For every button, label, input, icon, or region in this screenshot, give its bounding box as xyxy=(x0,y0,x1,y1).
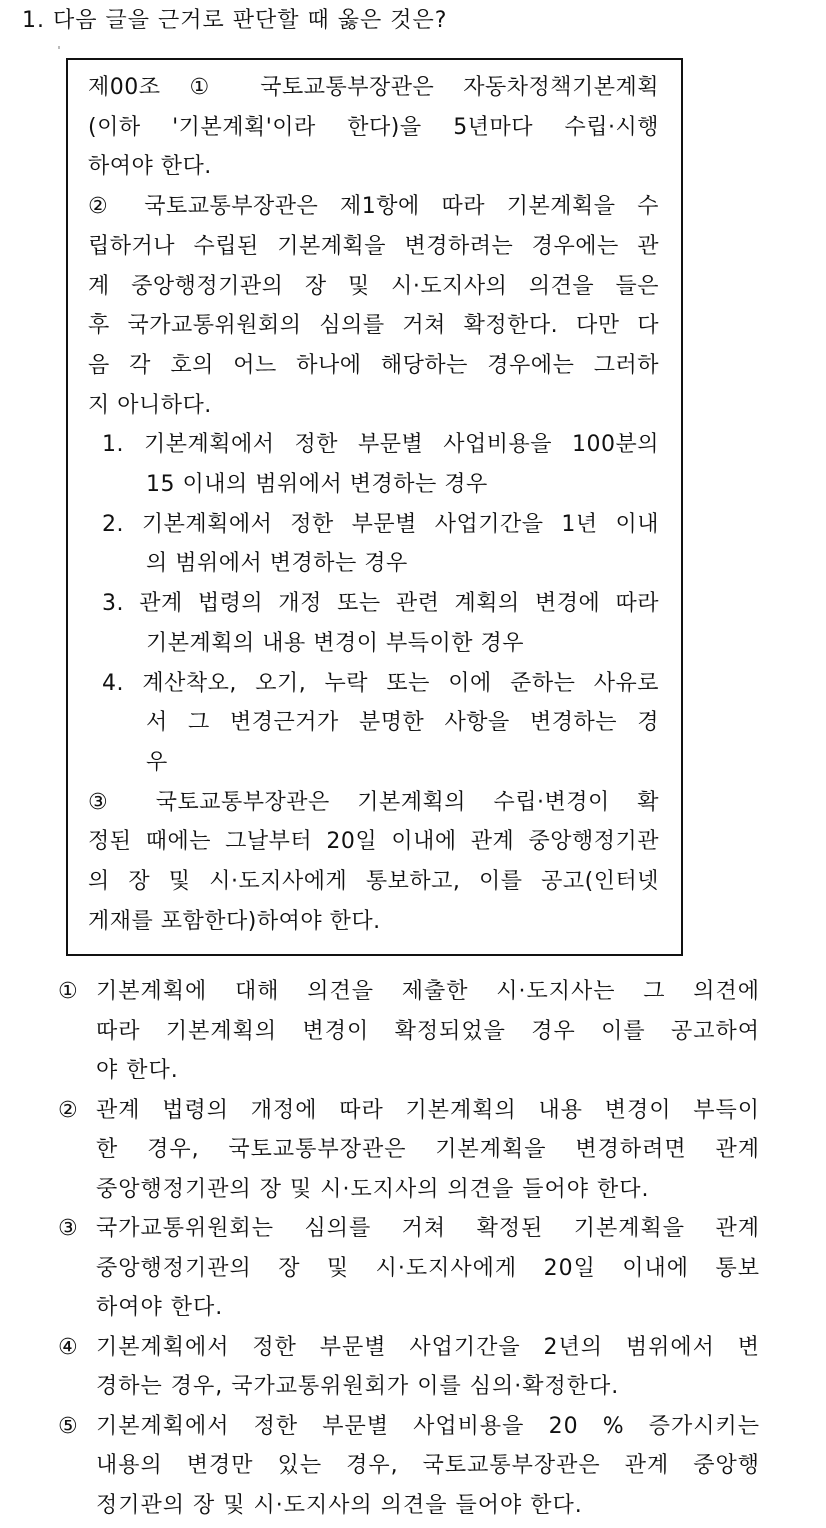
option-text: 한 경우, 국토교통부장관은 기본계획을 변경하려면 관계 xyxy=(96,1137,760,1162)
option-text: 경하는 경우, 국가교통위원회가 이를 심의·확정한다. xyxy=(96,1374,620,1399)
option-number: ⑤ xyxy=(58,1413,79,1439)
option-5[interactable] xyxy=(58,1407,760,1526)
option-4[interactable] xyxy=(58,1328,760,1407)
law-item-line: 의 범위에서 변경하는 경우 xyxy=(146,551,408,577)
option-text: 야 한다. xyxy=(96,1058,179,1083)
law-line: 지 아니하다. xyxy=(88,392,212,418)
law-item-line: 15 이내의 범위에서 변경하는 경우 xyxy=(146,472,488,498)
law-line: 음 각 호의 어느 하나에 해당하는 경우에는 그러하 xyxy=(88,352,659,378)
option-number: ② xyxy=(58,1097,79,1123)
law-item-line: 서 그 변경근거가 분명한 사항을 변경하는 경 xyxy=(146,710,659,736)
answer-options xyxy=(58,972,760,1525)
law-item-line: 2. 기본계획에서 정한 부문별 사업기간을 1년 이내 xyxy=(102,511,659,537)
law-item-line: 3. 관계 법령의 개정 또는 관련 계획의 변경에 따라 xyxy=(102,591,659,617)
option-3[interactable] xyxy=(58,1209,760,1328)
option-text: 중앙행정기관의 장 및 시·도지사의 의견을 들어야 한다. xyxy=(96,1176,650,1202)
law-line: 게재를 포함한다)하여야 한다. xyxy=(88,908,381,934)
option-number: ① xyxy=(58,979,79,1004)
option-text: 기본계획에서 정한 부문별 사업기간을 2년의 범위에서 변 xyxy=(96,1334,760,1360)
option-text: 국가교통위원회는 심의를 거쳐 확정된 기본계획을 관계 xyxy=(96,1216,760,1241)
law-item-line: 기본계획의 내용 변경이 부득이한 경우 xyxy=(146,630,525,656)
law-line: 후 국가교통위원회의 심의를 거쳐 확정한다. 다만 다 xyxy=(88,313,659,339)
law-line: (이하 '기본계획'이라 한다)을 5년마다 수립·시행 xyxy=(88,114,659,140)
law-line: 립하거나 수립된 기본계획을 변경하려는 경우에는 관 xyxy=(88,233,659,259)
law-line: 의 장 및 시·도지사에게 통보하고, 이를 공고(인터넷 xyxy=(88,869,659,895)
law-line: 계 중앙행정기관의 장 및 시·도지사의 의견을 들은 xyxy=(88,273,659,299)
option-text: 기본계획에 대해 의견을 제출한 시·도지사는 그 의견에 xyxy=(96,979,760,1004)
option-1[interactable] xyxy=(58,972,760,1091)
law-item-line: 4. 계산착오, 오기, 누락 또는 이에 준하는 사유로 xyxy=(102,670,659,696)
option-2[interactable] xyxy=(58,1091,760,1210)
law-line: 정된 때에는 그날부터 20일 이내에 관계 중앙행정기관 xyxy=(88,829,659,855)
option-text: 중앙행정기관의 장 및 시·도지사에게 20일 이내에 통보 xyxy=(96,1255,760,1281)
option-text: 관계 법령의 개정에 따라 기본계획의 내용 변경이 부득이 xyxy=(96,1097,760,1123)
law-item-line: 우 xyxy=(146,749,168,775)
option-number: ④ xyxy=(58,1334,79,1360)
question-stem: 1. 다음 글을 근거로 판단할 때 옳은 것은? xyxy=(22,8,448,33)
option-text: 정기관의 장 및 시·도지사의 의견을 들어야 한다. xyxy=(96,1492,583,1518)
law-line: ③ 국토교통부장관은 기본계획의 수립·변경이 확 xyxy=(88,789,659,815)
law-line: ② 국토교통부장관은 제1항에 따라 기본계획을 수 xyxy=(88,194,659,220)
option-text: 내용의 변경만 있는 경우, 국토교통부장관은 관계 중앙행 xyxy=(96,1453,760,1478)
law-item-line: 1. 기본계획에서 정한 부문별 사업비용을 100분의 xyxy=(102,432,659,458)
option-text: 하여야 한다. xyxy=(96,1295,224,1320)
option-text: 기본계획에서 정한 부문별 사업비용을 20 % 증가시키는 xyxy=(96,1413,760,1439)
option-text: 따라 기본계획의 변경이 확정되었을 경우 이를 공고하여 xyxy=(96,1018,760,1044)
option-number: ③ xyxy=(58,1216,79,1241)
law-text-box xyxy=(66,58,683,956)
law-line: 하여야 한다. xyxy=(88,154,212,180)
law-line: 제00조 ① 국토교통부장관은 자동차정책기본계획 xyxy=(88,75,659,100)
scan-mark xyxy=(58,46,60,49)
